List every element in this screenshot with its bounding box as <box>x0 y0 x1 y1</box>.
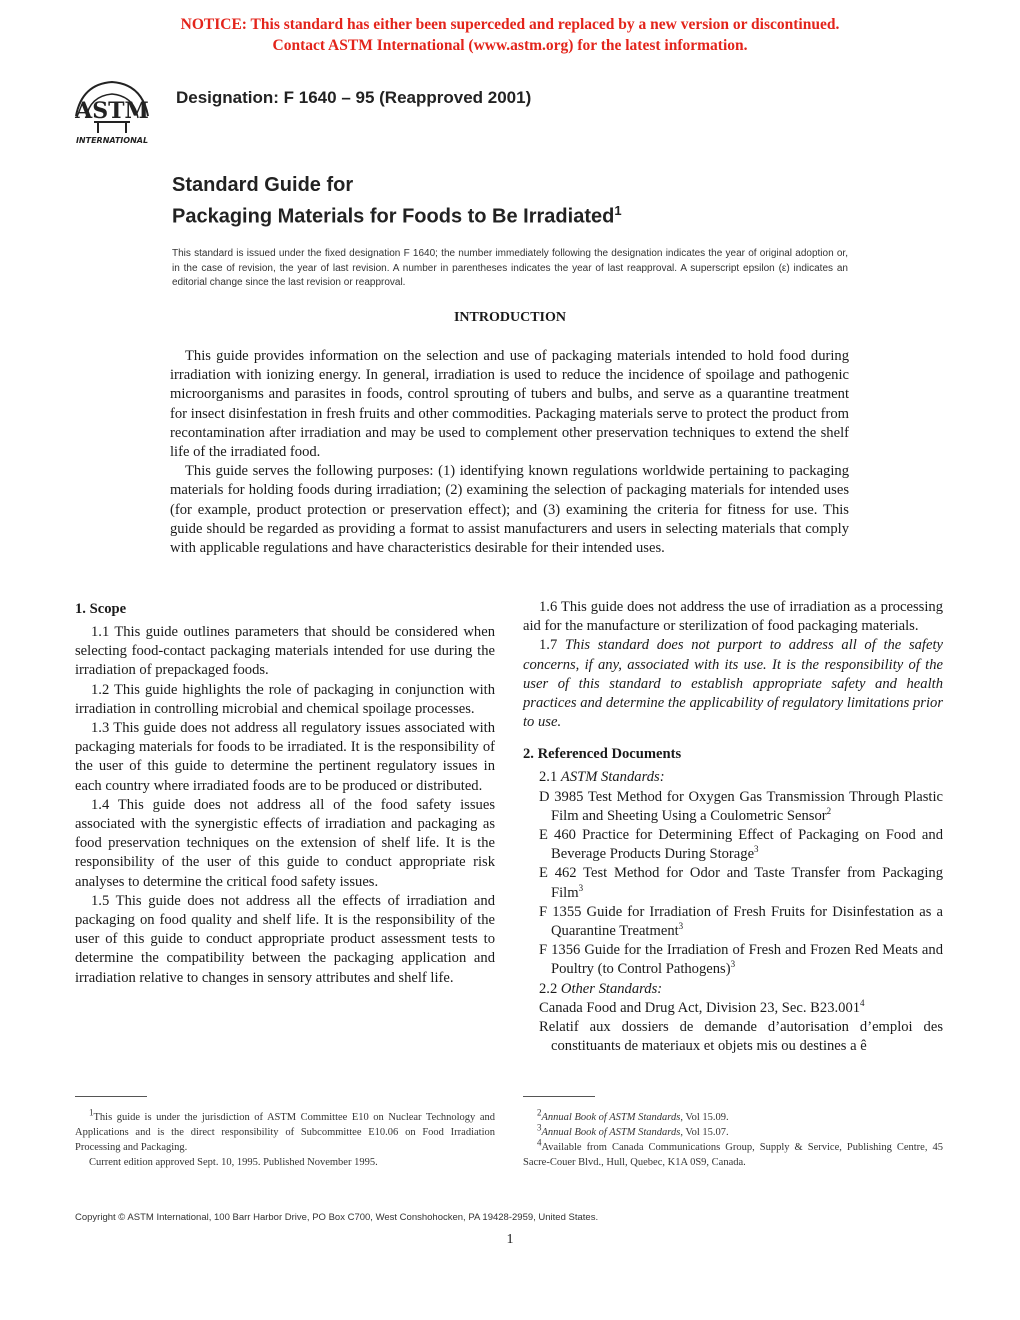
right-column <box>523 598 943 1056</box>
footnote-mark: 3 <box>537 1122 542 1133</box>
scope-heading: 1. Scope <box>75 601 127 617</box>
astm-standards-subheading <box>523 768 943 787</box>
copyright-line: Copyright © ASTM International, 100 Barr Harbor Drive, PO Box C700, West Conshohocken, PA 19428-2959, United States. <box>75 1212 599 1223</box>
astm-logo-letters: ASTM <box>75 98 149 124</box>
reference-footnote-mark[interactable]: 2 <box>826 805 832 816</box>
footnotes-left <box>75 1107 495 1170</box>
other-standards-subheading <box>523 980 943 999</box>
footnote-2 <box>523 1107 943 1125</box>
sub2-number: 2.2 <box>539 980 558 997</box>
reference-text: D 3985 Test Method for Oxygen Gas Transmission Through Plastic Film and Sheeting Using a Coulometric Sensor <box>539 788 943 824</box>
footnotes-right <box>523 1107 943 1170</box>
reference-item[interactable] <box>523 903 943 941</box>
sub1-number: 2.1 <box>539 769 558 786</box>
referenced-documents-heading: 2. Referenced Documents <box>523 746 682 763</box>
notice-line-1: NOTICE: This standard has either been superceded and replaced by a new version or discontinued. <box>180 16 840 33</box>
title-line-1: Standard Guide for <box>172 174 354 196</box>
page-number: 1 <box>506 1232 514 1247</box>
footnote-text: , Vol 15.09. <box>680 1112 729 1123</box>
sub1-label: ASTM Standards: <box>560 769 665 786</box>
document-title <box>172 173 622 230</box>
footnote-text: Available from Canada Communications Group, Supply & Service, Publishing Centre, 45 Sacre-Couer Blvd., Hull, Quebec, K1A 0S9, Canada. <box>523 1142 943 1168</box>
title-line-2: Packaging Materials for Foods to Be Irradiated <box>172 205 615 228</box>
footnote-source: Annual Book of ASTM Standards <box>541 1112 681 1123</box>
footnote-4 <box>523 1137 943 1170</box>
scope-paragraph-1-7 <box>523 636 943 732</box>
scope-paragraph: 1.1 This guide outlines parameters that should be considered when selecting food-contact packaging materials intended for use during the irradiation of prepackaged foods. <box>75 624 495 679</box>
p17-number: 1.7 <box>539 637 558 654</box>
reference-footnote-mark[interactable]: 3 <box>578 882 584 893</box>
reference-footnote-mark[interactable]: 3 <box>754 844 759 855</box>
scope-paragraph: 1.5 This guide does not address all the effects of irradiation and packaging on food quality and shelf life. It is the responsibility of the user of this guide to conduct appropriate product assessment tests to determine the compatibility between the packaging application and irradiation relative to changes in sensory attributes and shelf life. <box>75 892 495 986</box>
p17-text: This standard does not purport to address all of the safety concerns, if any, associated with its use. It is the responsibility of the user of this standard to establish appropriate safety and health practices and determine the applicability of regulatory limitations prior to use. <box>523 637 943 731</box>
standard-designation-note: This standard is issued under the fixed designation F 1640; the number immediately following the designation indicates the year of original adoption or, in the case of revision, the year of last revision. A number in parentheses indicates the year of last reapproval. A superscript epsilon (ε) indicates an editorial change since the last revision or reapproval. <box>172 248 848 288</box>
footnote-text: , Vol 15.07. <box>680 1127 729 1138</box>
reference-footnote-mark[interactable]: 3 <box>678 921 684 932</box>
footnote-edition: Current edition approved Sept. 10, 1995. Published November 1995. <box>89 1157 378 1168</box>
notice-line-2: Contact ASTM International (www.astm.org) for the latest information. <box>272 37 748 54</box>
footnote-rule-left <box>75 1096 147 1097</box>
reference-text: F 1356 Guide for the Irradiation of Fresh and Frozen Red Meats and Poultry (to Control Pathogens) <box>539 942 943 978</box>
footnote-source: Annual Book of ASTM Standards <box>541 1127 681 1138</box>
astm-logo-caption: INTERNATIONAL <box>75 136 149 145</box>
reference-text: E 462 Test Method for Odor and Taste Transfer from Packaging Film <box>539 865 943 901</box>
reference-item[interactable] <box>523 826 943 864</box>
footnote-text: This guide is under the jurisdiction of ASTM Committee E10 on Nuclear Technology and Applications and is the direct responsibility of Subcommittee E10.06 on Food Irradiation Processing and Packaging. <box>75 1112 495 1153</box>
astm-logo <box>62 76 162 146</box>
footnote-1 <box>75 1107 495 1155</box>
reference-item[interactable] <box>523 864 943 902</box>
introduction-body <box>170 347 849 558</box>
reference-item[interactable] <box>523 788 943 826</box>
scope-paragraph: 1.2 This guide highlights the role of packaging in conjunction with irradiation in controlling microbial and chemical spoilage processes. <box>75 681 495 717</box>
footnote-mark: 4 <box>537 1137 542 1148</box>
reference-text: F 1355 Guide for Irradiation of Fresh Fruits for Disinfestation as a Quarantine Treatment <box>539 903 943 940</box>
supersede-notice <box>0 14 1020 56</box>
footnote-rule-right <box>523 1096 595 1097</box>
title-footnote-mark[interactable]: 1 <box>614 203 622 218</box>
footnote-mark: 1 <box>89 1107 94 1118</box>
intro-paragraph: This guide provides information on the selection and use of packaging materials intended to hold food during irradiation with ionizing energy. In general, irradiation is used to reduce the incidence of spoilage and pathogenic microorganisms and parasites in foods, control sprouting of tubers and bulbs, and serve as a quarantine treatment for insect disinfestation in fresh fruits and other commodities. Packaging materials serve to protect the product from recontamination after irradiation and may be used to complement other preservation techniques to extend the shelf life of the irradiated food. <box>170 348 849 461</box>
reference-item[interactable] <box>523 941 943 979</box>
scope-paragraph: 1.3 This guide does not address all regulatory issues associated with packaging materials for foods to be irradiated. It is the responsibility of the user of this guide to determine the pertinent regulatory issues in each country where irradiated foods are to be produced or distributed. <box>75 720 495 794</box>
designation: Designation: F 1640 – 95 (Reapproved 2001) <box>176 88 532 107</box>
reference-footnote-mark[interactable]: 3 <box>730 959 736 970</box>
scope-paragraph: 1.6 This guide does not address the use of irradiation as a processing aid for the manufacture or sterilization of food packaging materials. <box>523 599 943 635</box>
intro-paragraph: This guide serves the following purposes: (1) identifying known regulations worldwide pertaining to packaging materials for holding foods during irradiation; (2) examining the selection of packaging materials for intended uses (for example, product protection or preservation effect); and (3) examining the criteria for fitness for use. This guide should be regarded as providing a format to assist manufacturers and users in selecting materials that comply with applicable regulations and have characteristics desirable for their intended uses. <box>170 463 849 557</box>
introduction-heading: INTRODUCTION <box>453 310 566 325</box>
other-standard-item: Relatif aux dossiers de demande d’autorisation d’emploi des constituants de materiaux et objets mis ou destines a ê <box>539 1019 943 1055</box>
other-standard-footnote-mark[interactable]: 4 <box>860 998 865 1008</box>
footnote-mark: 2 <box>537 1107 542 1118</box>
sub2-label: Other Standards: <box>560 980 663 997</box>
footnote-3 <box>523 1122 943 1140</box>
left-column <box>75 598 495 988</box>
reference-text: E 460 Practice for Determining Effect of Packaging on Food and Beverage Products During Storage <box>539 827 943 863</box>
scope-paragraph: 1.4 This guide does not address all of the food safety issues associated with the synergistic effects of irradiation and packaging as food preservation techniques on the extension of shelf life. It is the responsibility of the user of this guide to conduct appropriate risk analyses to determine the critical food safety issues. <box>75 796 495 890</box>
other-standard-item <box>523 999 943 1018</box>
other-standard-text: Canada Food and Drug Act, Division 23, Sec. B23.001 <box>539 999 861 1016</box>
